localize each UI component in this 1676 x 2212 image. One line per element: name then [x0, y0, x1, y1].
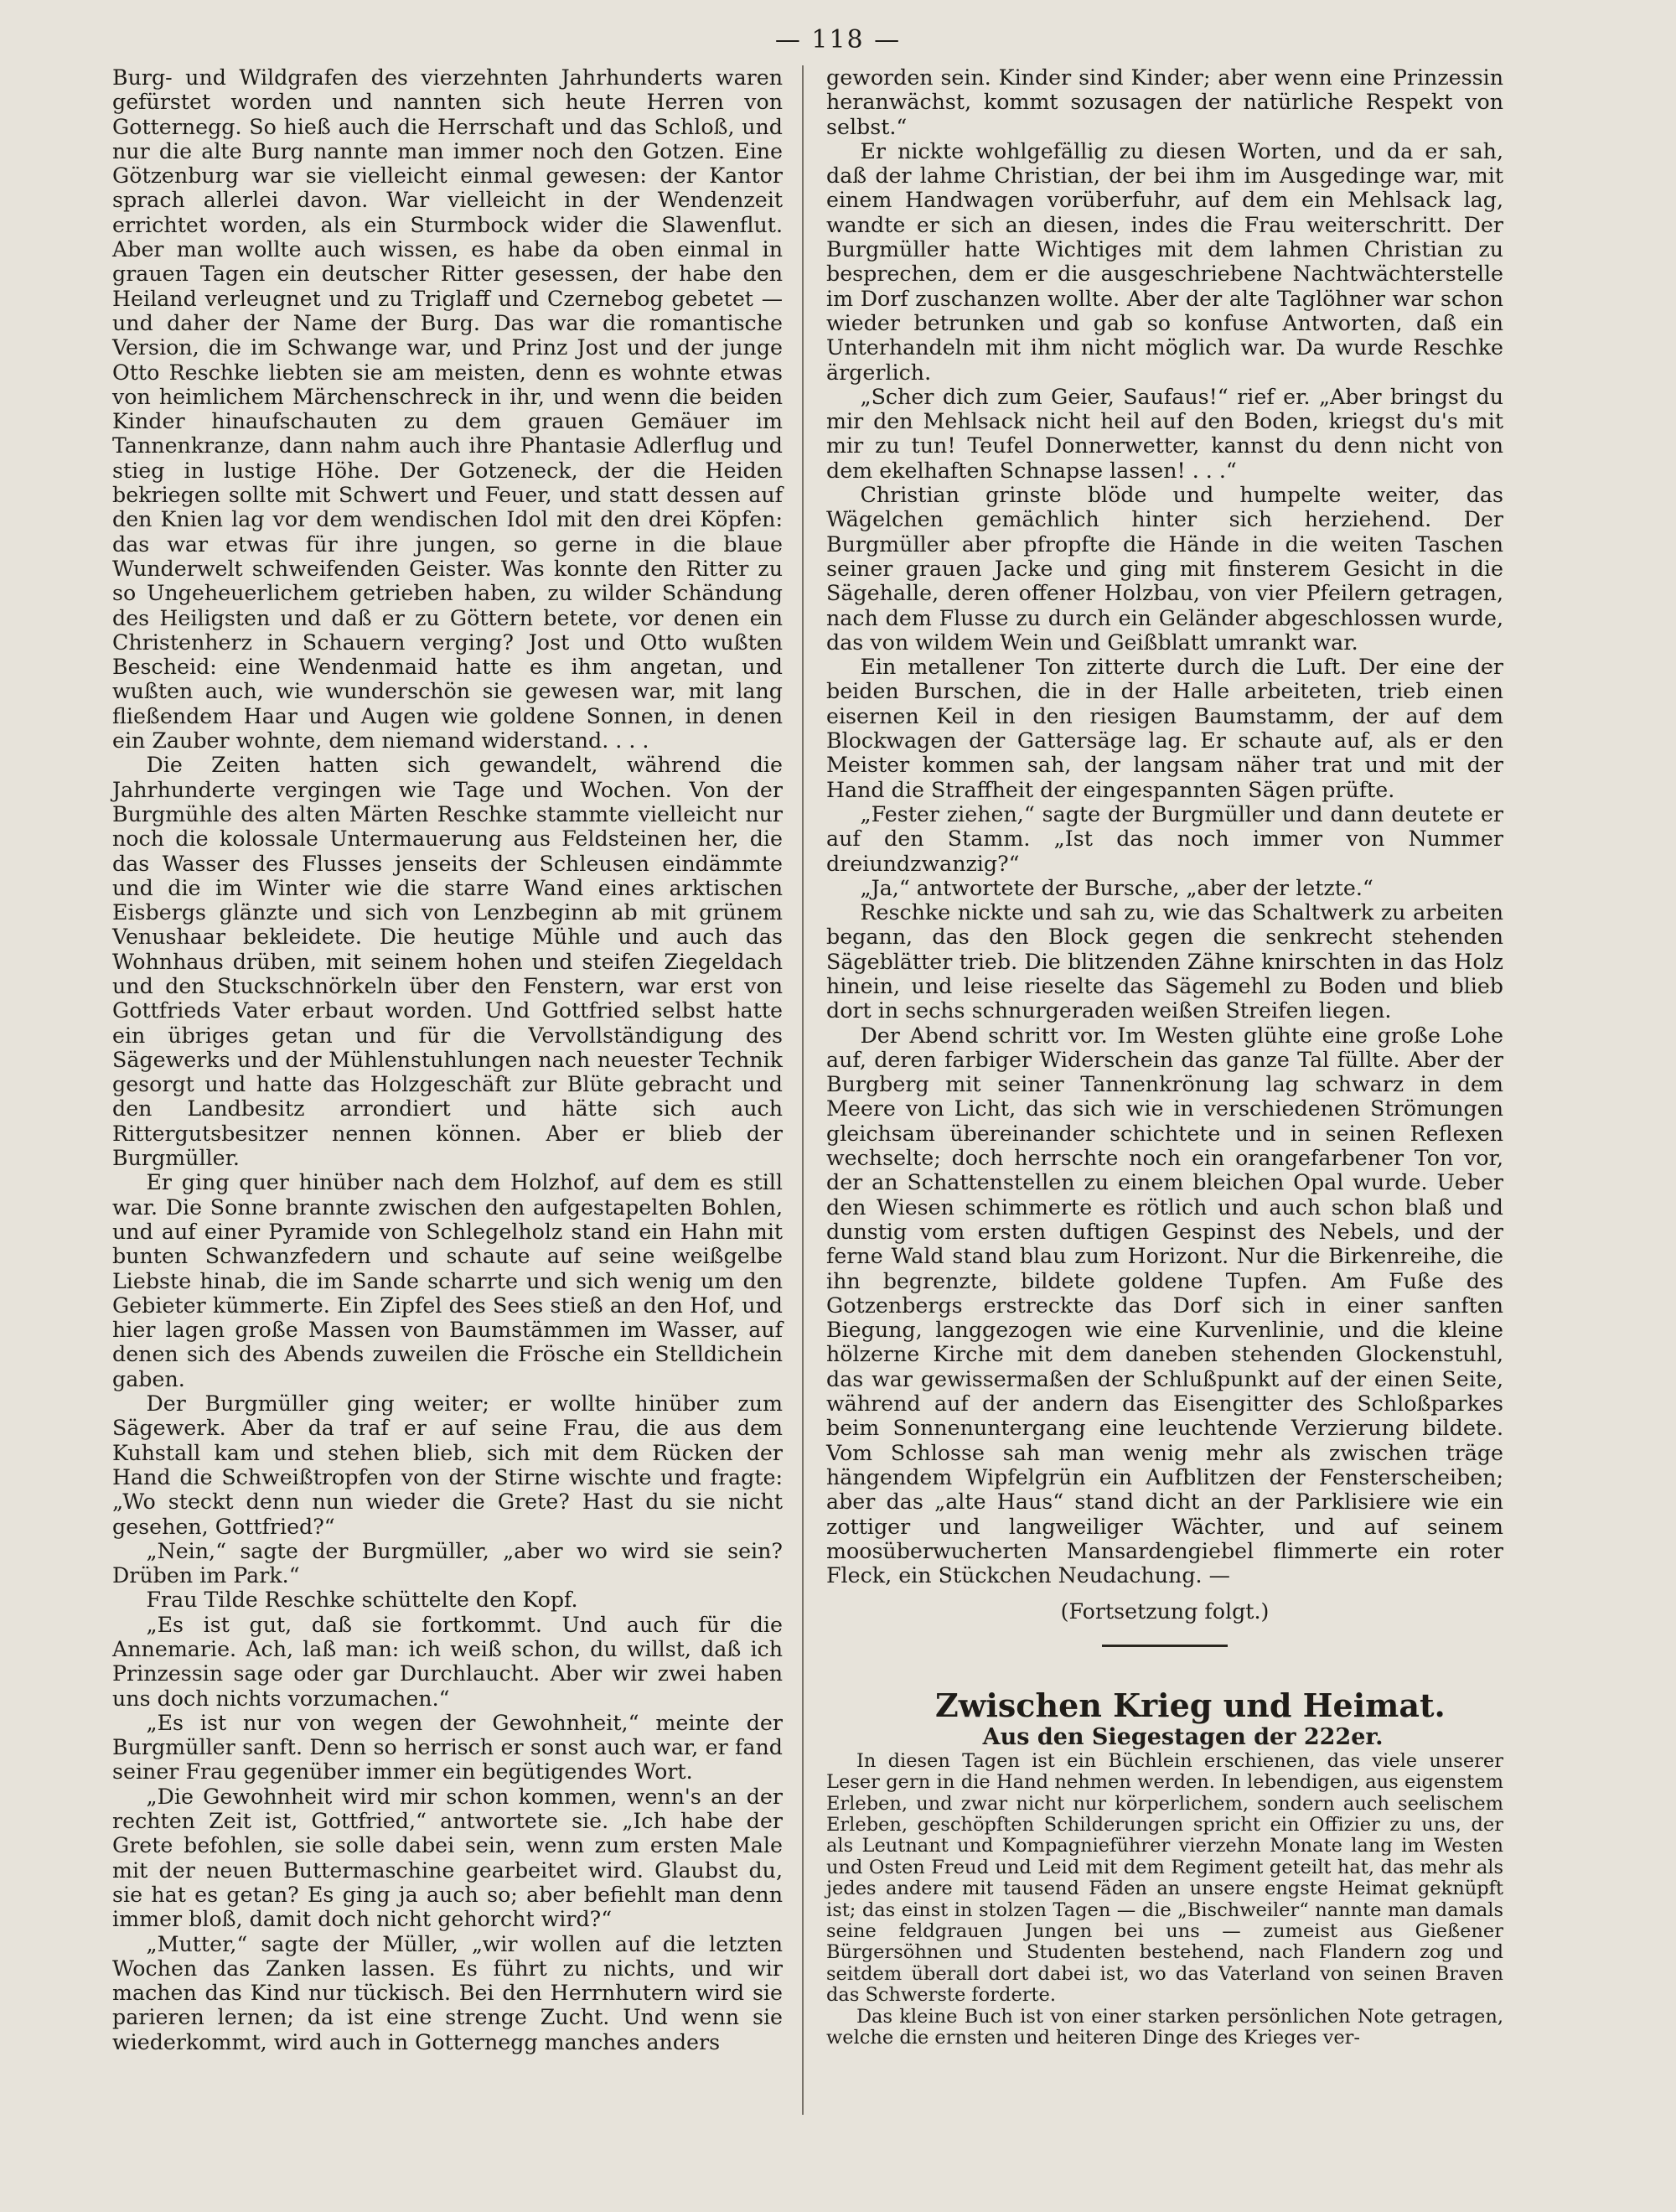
story-paragraph: „Nein,“ sagte der Burgmüller, „aber wo wird sie sein? Drüben im Park.“: [112, 1538, 783, 1588]
story-paragraph: „Fester ziehen,“ sagte der Burgmüller und dann deutete er auf den Stamm. „Ist das noch immer von Nummer dreiundzwanzig?“: [826, 801, 1503, 876]
story-paragraph: „Die Gewohnheit wird mir schon kommen, wenn's an der rechten Zeit ist, Gottfried,“ antwortete sie. „Ich habe der Grete befohlen, sie solle dabei sein, wenn zum ersten Male mit der neuen Buttermaschine gearbeitet wird. Glaubst du, sie hat es getan? Es ging ja auch so; aber befiehlt man denn immer bloß, damit doch nicht gehorcht wird?“: [112, 1784, 783, 1932]
right-column: [826, 65, 1503, 2049]
story-paragraph: Reschke nickte und sah zu, wie das Schaltwerk zu arbeiten begann, das den Block gegen die senkrecht stehenden Sägeblätter trieb. Die blitzenden Zähne knirschten in das Holz hinein, und leise rieselte das Sägemehl zu Boden und blieb dort in sechs schnurgeraden weißen Streifen liegen.: [826, 900, 1503, 1023]
story-paragraph: Der Abend schritt vor. Im Westen glühte eine große Lohe auf, deren farbiger Widerschein das ganze Tal füllte. Aber der Burgberg mit seiner Tannenkrönung lag schwarz in dem Meere von Licht, das sich wie in verschiedenen Strömungen gleichsam übereinander schichtete und in seinen Reflexen wechselte; doch herrschte noch ein orangefarbener Ton vor, der an Schattenstellen zu einem bleichen Opal wurde. Ueber den Wiesen schimmerte es rötlich und auch schon blaß und dunstig vom ersten duftigen Gespinst des Nebels, und der ferne Wald stand blau zum Horizont. Nur die Birkenreihe, die ihn begrenzte, bildete goldene Tupfen. Am Fuße des Gotzenbergs erstreckte das Dorf sich in einer sanften Biegung, langgezogen wie eine Kurvenlinie, und die kleine hölzerne Kirche mit dem daneben stehenden Glockenstuhl, das war gewissermaßen der Schlußpunkt auf der einen Seite, während auf der andern das Eisengitter des Schloßparkes beim Sonnenuntergang eine leuchtende Verzierung bildete. Vom Schlosse sah man wenig mehr als zwischen träge hängendem Wipfelgrün ein Aufblitzen der Fensterscheiben; aber das „alte Haus“ stand dicht an der Parklisiere wie ein zottiger und langweiliger Wächter, und auf seinem moosüberwucherten Mansardengiebel flimmerte ein roter Fleck, ein Stückchen Neudachung. —: [826, 1023, 1503, 1588]
story-paragraph: Christian grinste blöde und humpelte weiter, das Wägelchen gemächlich hinter sich herziehend. Der Burgmüller aber pfropfte die Hände in die weiten Taschen seiner grauen Jacke und ging mit finsterem Gesicht in die Sägehalle, deren offener Holzbau, von vier Pfeilern getragen, nach dem Flusse zu durch ein Geländer abgeschlossen wurde, das von wildem Wein und Geißblatt umrankt war.: [826, 483, 1503, 655]
story-paragraph: „Scher dich zum Geier, Saufaus!“ rief er. „Aber bringst du mir den Mehlsack nicht heil auf den Boden, kriegst du's mit mir zu tun! Teufel Donnerwetter, kannst du denn nicht von dem ekelhaften Schnapse lassen! . . .“: [826, 384, 1503, 483]
story-paragraph: geworden sein. Kinder sind Kinder; aber wenn eine Prinzessin heranwächst, kommt sozusagen der natürliche Respekt von selbst.“: [826, 65, 1503, 139]
article-title: Zwischen Krieg und Heimat.: [935, 1686, 1446, 1724]
continuation-note: (Fortsetzung folgt.): [1060, 1599, 1270, 1624]
story-continuation: [826, 65, 1503, 1588]
story-paragraph: „Mutter,“ sagte der Müller, „wir wollen auf die letzten Wochen das Zanken lassen. Es führt zu nichts, und wir machen das Kind nur tückisch. Bei den Herrnhutern wird sie parieren lernen; da ist eine strenge Zucht. Und wenn sie wiederkommt, wird auch in Gotternegg manches anders: [112, 1931, 783, 2054]
left-column: [112, 65, 783, 2054]
story-paragraph: Ein metallener Ton zitterte durch die Luft. Der eine der beiden Burschen, die in der Halle arbeiteten, trieb einen eisernen Keil in den riesigen Baumstamm, der auf dem Blockwagen der Gattersäge lag. Er schaute auf, als er den Meister kommen sah, der langsam näher trat und mit der Hand die Straffheit der eingespannten Sägen prüfte.: [826, 655, 1503, 802]
story-paragraph: „Es ist nur von wegen der Gewohnheit,“ meinte der Burgmüller sanft. Denn so herrisch er sonst auch war, er fand seiner Frau gegenüber immer ein begütigendes Wort.: [112, 1710, 783, 1785]
story-paragraph: Er ging quer hinüber nach dem Holzhof, auf dem es still war. Die Sonne brannte zwischen den aufgestapelten Bohlen, und auf einer Pyramide von Schlegelholz stand ein Hahn mit bunten Schwanzfedern und schaute auf seine weißgelbe Liebste hinab, die im Sande scharrte und sich wenig um den Gebieter kümmerte. Ein Zipfel des Sees stieß an den Hof, und hier lagen große Massen von Baumstämmen im Wasser, auf denen sich des Abends zuweilen die Frösche ein Stelldichein gaben.: [112, 1170, 783, 1391]
story-paragraph: Burg- und Wildgrafen des vierzehnten Jahrhunderts waren gefürstet worden und nannten sich heute Herren von Gotternegg. So hieß auch die Herrschaft und das Schloß, und nur die alte Burg nannte man immer noch den Gotzen. Eine Götzenburg war sie vielleicht einmal gewesen: der Kantor sprach allerlei davon. War vielleicht in der Wendenzeit errichtet worden, als ein Sturmbock wider die Slawenflut. Aber man wollte auch wissen, es habe da oben einmal in grauen Tagen ein deutscher Ritter gesessen, der habe den Heiland verleugnet und zu Triglaff und Czernebog gebetet — und daher der Name der Burg. Das war die romantische Version, die im Schwange war, und Prinz Jost und der junge Otto Reschke liebten sie am meisten, denn es wohnte etwas von heimlichem Märchenschreck in ihr, und wenn die beiden Kinder hinaufschauten zu dem grauen Gemäuer im Tannenkranze, dann nahm auch ihre Phantasie Adlerflug und stieg in lustige Höhe. Der Gotzeneck, der die Heiden bekriegen sollte mit Schwert und Feuer, und statt dessen auf den Knien lag vor dem wendischen Idol mit den drei Köpfen: das war etwas für ihre jungen, so gerne in die blaue Wunderwelt schweifenden Geister. Was konnte den Ritter zu so Ungeheuerlichem getrieben haben, zu wilder Schändung des Heiligsten und daß er zu Göttern betete, vor denen ein Christenherz in Schauern verging? Jost und Otto wußten Bescheid: eine Wendenmaid hatte es ihm angetan, und wußten auch, wie wunderschön sie gewesen war, mit lang fließendem Haar und Augen wie goldene Sonnen, in denen ein Zauber wohnte, dem niemand widerstand. . . .: [112, 65, 783, 754]
column-rule: [802, 65, 804, 2115]
section-separator: [1102, 1645, 1228, 1647]
story-paragraph: Frau Tilde Reschke schüttelte den Kopf.: [146, 1588, 578, 1613]
story-paragraph: „Es ist gut, daß sie fortkommt. Und auch für die Annemarie. Ach, laß man: ich weiß schon, du willst, daß ich Prinzessin sage oder gar Durchlaucht. Aber wir zwei haben uns doch nichts vorzumachen.“: [112, 1612, 783, 1711]
page-number: — 118 —: [774, 25, 902, 54]
article-paragraph: In diesen Tagen ist ein Büchlein erschienen, das viele unserer Leser gern in die Hand nehmen werden. In lebendigen, aus eigenstem Erleben, und zwar nicht nur körperlichem, sondern auch seelischem Erleben, geschöpften Schilderungen spricht ein Offizier zu uns, der als Leutnant und Kompagnieführer vierzehn Monate lang im Westen und Osten Freud und Leid mit dem Regiment geteilt hat, das mehr als jedes andere mit tausend Fäden an unsere engste Heimat geknüpft ist; das einst in stolzen Tagen — die „Bischweiler“ nannte man damals seine feldgrauen Jungen bei uns — zumeist aus Gießener Bürgersöhnen und Studenten bestehend, nach Flandern zog und seitdem überall dort dabei ist, wo das Vaterland von seinen Braven das Schwerste forderte.: [826, 1749, 1503, 2007]
story-paragraph: Er nickte wohlgefällig zu diesen Worten, und da er sah, daß der lahme Christian, der bei ihm im Ausgedinge war, mit einem Handwagen vorüberfuhr, auf dem ein Mehlsack lag, wandte er sich an diesen, indes die Frau weiterschritt. Der Burgmüller hatte Wichtiges mit dem lahmen Christian zu besprechen, dem er die ausgeschriebene Nachtwächterstelle im Dorf zuschanzen wollte. Aber der alte Taglöhner war schon wieder betrunken und gab so konfuse Antworten, daß ein Unterhandeln mit ihm nicht möglich war. Da wurde Reschke ärgerlich.: [826, 138, 1503, 385]
story-paragraph: „Ja,“ antwortete der Bursche, „aber der letzte.“: [860, 875, 1373, 900]
article-body: [826, 1751, 1503, 2049]
story-paragraph: Die Zeiten hatten sich gewandelt, während die Jahrhunderte vergingen wie Tage und Wochen. Von der Burgmühle des alten Märten Reschke stammte vielleicht nur noch die kolossale Untermauerung aus Feldsteinen her, die das Wasser des Flusses jenseits der Schleusen eindämmte und die im Winter wie die starre Wand eines arktischen Eisbergs glänzte und sich von Lenzbeginn ab mit grünem Venushaar bekleidete. Die heutige Mühle und auch das Wohnhaus drüben, mit seinem hohen und steifen Ziegeldach und den Stuckschnörkeln über den Fenstern, war erst von Gottfrieds Vater erbaut worden. Und Gottfried selbst hatte ein übriges getan und für die Vervollständigung des Sägewerks und der Mühlenstuhlungen nach neuester Technik gesorgt und hatte das Holzgeschäft zur Blüte gebracht und den Landbesitz arrondiert und hätte sich auch Rittergutsbesitzer nennen können. Aber er blieb der Burgmüller.: [112, 753, 783, 1171]
article-paragraph: Das kleine Buch ist von einer starken persönlichen Note getragen, welche die ernsten und heiteren Dinge des Krieges ver-: [826, 2005, 1503, 2049]
article-subtitle: Aus den Siegestagen der 222er.: [982, 1723, 1384, 1750]
story-paragraph: Der Burgmüller ging weiter; er wollte hinüber zum Sägewerk. Aber da traf er auf seine Frau, die aus dem Kuhstall kam und stehen blieb, sich mit dem Rücken der Hand die Schweißtropfen von der Stirne wischte und fragte: „Wo steckt denn nun wieder die Grete? Hast du sie nicht gesehen, Gottfried?“: [112, 1391, 783, 1539]
